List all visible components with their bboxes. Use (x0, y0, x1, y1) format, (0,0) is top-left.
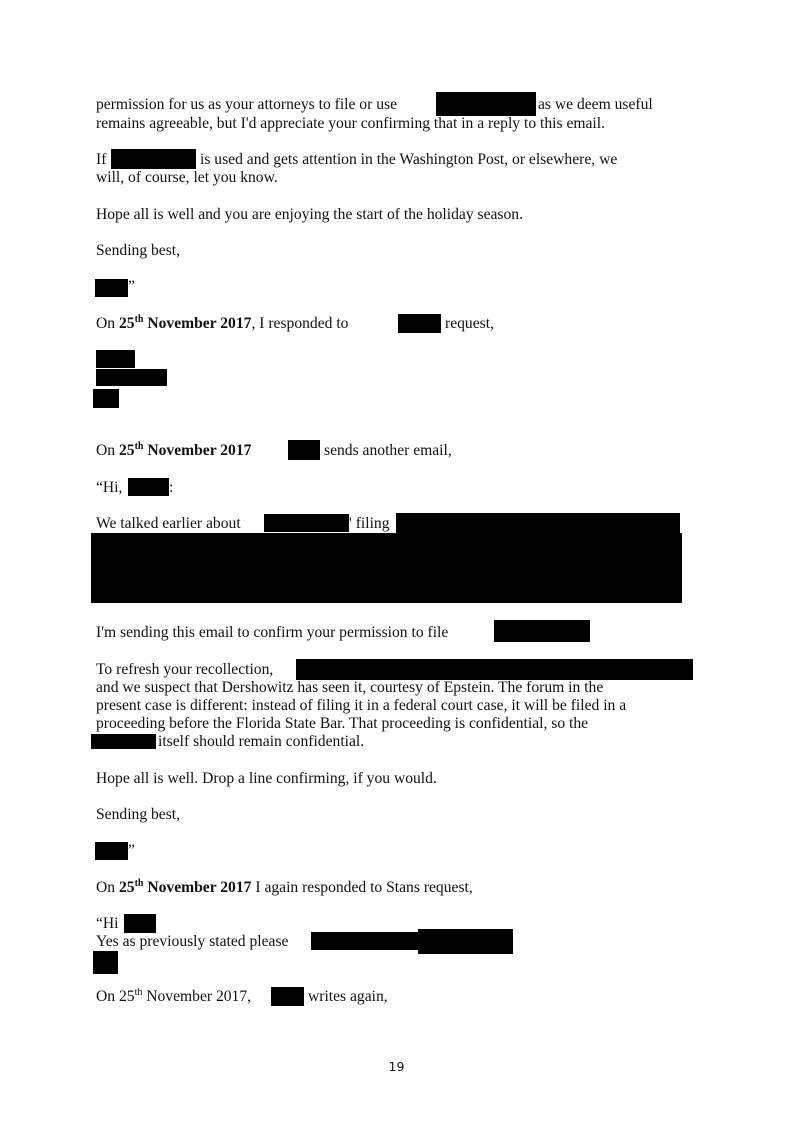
date (119, 315, 251, 332)
date-sup: th (134, 878, 144, 889)
redaction-block (91, 533, 682, 603)
para-if-line1-end: is used and gets attention in the Washington Post, or elsewhere, we (200, 151, 618, 168)
para-hope: Hope all is well and you are enjoying the start of the holiday season. (96, 206, 523, 223)
redaction-box (124, 914, 156, 933)
date-sup: th (134, 314, 144, 325)
date-sup: th (134, 441, 144, 452)
date-rest: November 2017 (143, 879, 252, 896)
redaction-box (398, 314, 441, 333)
text: On (96, 442, 119, 459)
redaction-box (95, 842, 128, 860)
para-refresh-line4: proceeding before the Florida State Bar. That proceeding is confidential, so the (96, 715, 589, 732)
date-rest: November 2017 (143, 315, 252, 332)
date (119, 879, 251, 896)
para-refresh-line2: and we suspect that Dershowitz has seen it, courtesy of Epstein. The forum in the (96, 679, 604, 696)
para-refresh-line1: To refresh your recollection, (96, 661, 274, 678)
para-permission-line1-end (538, 96, 653, 114)
para-again-responded (96, 879, 473, 897)
redaction-box (95, 279, 128, 297)
redaction-box (288, 440, 320, 460)
para-talked-filing: ' filing (349, 515, 390, 532)
redaction-box (296, 659, 693, 680)
closing-quote: ” (128, 278, 135, 295)
redaction-box (93, 951, 118, 974)
para-responded (96, 315, 348, 333)
redaction-box (418, 929, 513, 954)
redaction-box (93, 389, 119, 408)
para-hope-confirm: Hope all is well. Drop a line confirming, if you would. (96, 770, 437, 787)
para-sending-best-2: Sending best, (96, 806, 181, 823)
date-sup: th (134, 987, 143, 998)
text: permission for us as your attorneys to file or use (96, 96, 397, 113)
para-if-line1-start: If (96, 151, 107, 168)
para-talked: We talked earlier about (96, 515, 241, 532)
para-another-email-end: sends another email, (324, 442, 452, 459)
reply-yes: Yes as previously stated please (96, 933, 289, 950)
redaction-box (494, 620, 590, 642)
para-writes-again-end: writes again, (308, 988, 388, 1005)
reply-hi: “Hi (96, 915, 119, 932)
date-day: 25 (118, 442, 135, 459)
date-day: 25 (118, 879, 135, 896)
redaction-box (264, 514, 349, 532)
date (119, 442, 251, 459)
redaction-box (311, 932, 419, 950)
page-number: 19 (388, 1059, 405, 1074)
text: On (96, 315, 119, 332)
text: as we deem useful (538, 96, 653, 113)
greeting-colon: : (169, 479, 174, 496)
para-another-email (96, 442, 251, 460)
closing-quote-2: ” (128, 842, 135, 859)
para-permission-line2: remains agreeable, but I'd appreciate your confirming that in a reply to this email. (96, 115, 605, 132)
redaction-box (111, 149, 196, 169)
para-sending-best: Sending best, (96, 242, 181, 259)
para-writes-again (96, 988, 251, 1006)
redaction-box (128, 478, 169, 496)
text: , I responded to (251, 315, 349, 332)
redaction-box (96, 369, 167, 386)
redaction-box (91, 734, 156, 749)
text: November 2017, (142, 988, 252, 1005)
para-responded-end: request, (445, 315, 494, 332)
para-if-line2: will, of course, let you know. (96, 169, 278, 186)
para-confirm-permission: I'm sending this email to confirm your permission to file (96, 624, 449, 641)
date-rest: November 2017 (143, 442, 252, 459)
para-refresh-line5: itself should remain confidential. (158, 733, 365, 750)
text: I again responded to Stans request, (251, 879, 473, 896)
text: On 25 (96, 988, 135, 1005)
para-refresh-line3: present case is different: instead of filing it in a federal court case, it will be filed in a (96, 697, 627, 714)
text: On (96, 879, 119, 896)
redaction-box (271, 987, 304, 1006)
redaction-box (436, 92, 536, 116)
redaction-box (96, 350, 135, 368)
greeting-hi: “Hi, (96, 479, 123, 496)
redaction-box (396, 513, 680, 535)
para-permission-line1 (96, 96, 397, 114)
date-day: 25 (118, 315, 135, 332)
